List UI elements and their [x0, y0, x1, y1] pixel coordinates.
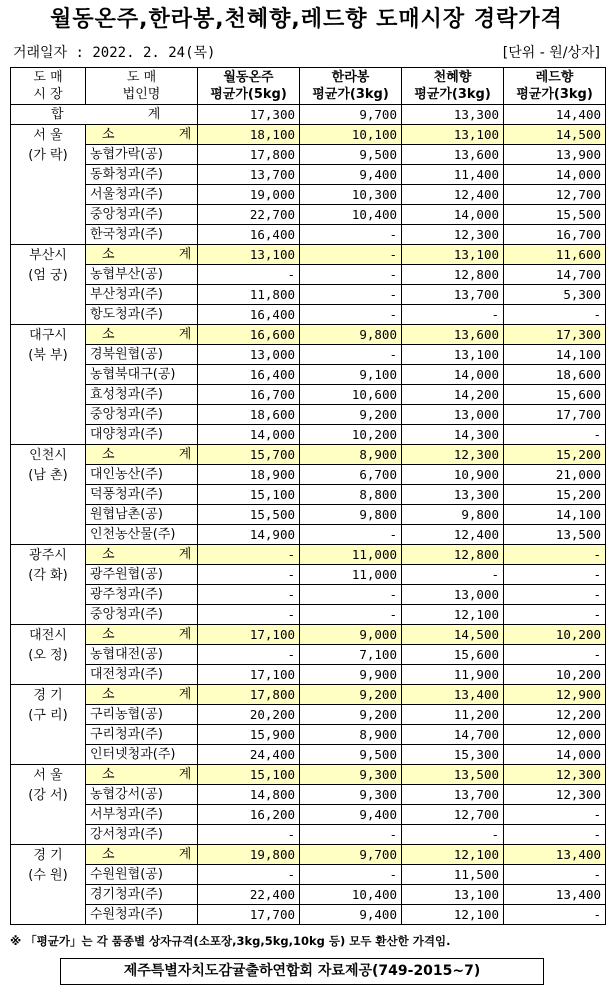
total-row: [11, 105, 606, 125]
price-cell: 12,300: [504, 785, 606, 805]
header-row: [11, 68, 606, 105]
table-row: [11, 505, 606, 525]
price-cell: 11,000: [300, 545, 402, 565]
price-cell: 14,100: [504, 345, 606, 365]
price-cell: 12,100: [402, 905, 504, 925]
price-cell: 9,800: [402, 505, 504, 525]
price-cell: 13,600: [402, 145, 504, 165]
table-row: [11, 865, 606, 885]
price-cell: 24,400: [198, 745, 300, 765]
corp-name: 농협가락(공): [86, 145, 198, 165]
price-cell: 14,800: [198, 785, 300, 805]
price-cell: 13,500: [504, 525, 606, 545]
price-cell: -: [300, 825, 402, 845]
corp-name: 대양청과(주): [86, 425, 198, 445]
price-cell: 14,200: [402, 385, 504, 405]
corp-name: 광주원협(공): [86, 565, 198, 585]
price-cell: 14,900: [198, 525, 300, 545]
price-cell: 13,900: [504, 145, 606, 165]
table-row: [11, 745, 606, 765]
market-name: 서 울 (가 락): [11, 125, 86, 245]
price-cell: 15,600: [504, 385, 606, 405]
price-cell: -: [402, 305, 504, 325]
subtotal-label: 소 계: [86, 545, 198, 565]
total-value: 17,300: [198, 105, 300, 125]
price-cell: 15,200: [504, 485, 606, 505]
price-cell: -: [300, 585, 402, 605]
price-cell: 17,800: [198, 145, 300, 165]
price-cell: 9,500: [300, 745, 402, 765]
price-cell: 13,100: [402, 345, 504, 365]
price-cell: -: [504, 905, 606, 925]
corp-name: 서울청과(주): [86, 185, 198, 205]
corp-name: 대인농산(주): [86, 465, 198, 485]
subtotal-row: [11, 325, 606, 345]
price-cell: 19,800: [198, 845, 300, 865]
price-cell: 12,800: [402, 545, 504, 565]
subtotal-label: 소 계: [86, 845, 198, 865]
market-name: 부산시 (엄 궁): [11, 245, 86, 325]
subtotal-label: 소 계: [86, 245, 198, 265]
price-cell: 18,600: [198, 405, 300, 425]
price-cell: 17,100: [198, 665, 300, 685]
trade-date: 거래일자 : 2022. 2. 24(목): [13, 45, 216, 61]
price-cell: 17,100: [198, 625, 300, 645]
total-value: 14,400: [504, 105, 606, 125]
price-cell: 9,700: [300, 845, 402, 865]
price-cell: 9,800: [300, 505, 402, 525]
subtotal-label: 소 계: [86, 445, 198, 465]
price-cell: -: [300, 345, 402, 365]
price-cell: 13,000: [402, 585, 504, 605]
price-cell: -: [402, 825, 504, 845]
price-cell: 7,100: [300, 645, 402, 665]
table-row: [11, 785, 606, 805]
price-cell: 13,100: [402, 885, 504, 905]
price-cell: 16,400: [198, 305, 300, 325]
price-cell: 17,800: [198, 685, 300, 705]
price-cell: 9,200: [300, 685, 402, 705]
table-row: [11, 405, 606, 425]
price-cell: 22,700: [198, 205, 300, 225]
price-cell: 16,200: [198, 805, 300, 825]
price-cell: 9,400: [300, 165, 402, 185]
price-cell: 11,000: [300, 565, 402, 585]
corp-name: 부산청과(주): [86, 285, 198, 305]
price-cell: 9,300: [300, 785, 402, 805]
price-cell: 14,000: [198, 425, 300, 445]
price-cell: 14,300: [402, 425, 504, 445]
corp-name: 농협대전(공): [86, 645, 198, 665]
price-cell: 18,600: [504, 365, 606, 385]
header-product: 천혜향 평균가(3kg): [402, 68, 504, 105]
table-row: [11, 825, 606, 845]
table-row: [11, 725, 606, 745]
corp-name: 중앙청과(주): [86, 605, 198, 625]
price-cell: 10,100: [300, 125, 402, 145]
price-cell: -: [300, 265, 402, 285]
header-market: 도 매 시 장: [11, 68, 86, 105]
price-cell: -: [504, 585, 606, 605]
market-name: 경 기 (수 원): [11, 845, 86, 925]
price-cell: 16,600: [198, 325, 300, 345]
price-cell: 12,800: [402, 265, 504, 285]
price-cell: 13,000: [402, 405, 504, 425]
header-product: 한라봉 평균가(3kg): [300, 68, 402, 105]
price-cell: 15,100: [198, 765, 300, 785]
price-cell: 14,000: [402, 205, 504, 225]
corp-name: 구리농협(공): [86, 705, 198, 725]
table-row: [11, 485, 606, 505]
price-cell: 12,100: [402, 845, 504, 865]
table-row: [11, 585, 606, 605]
table-row: [11, 385, 606, 405]
subtotal-label: 소 계: [86, 125, 198, 145]
table-row: [11, 365, 606, 385]
price-cell: 18,100: [198, 125, 300, 145]
table-row: [11, 805, 606, 825]
price-cell: -: [504, 305, 606, 325]
table-row: [11, 285, 606, 305]
price-cell: -: [504, 825, 606, 845]
price-cell: 12,000: [504, 725, 606, 745]
market-name: 대전시 (오 정): [11, 625, 86, 685]
price-cell: 19,000: [198, 185, 300, 205]
market-name: 대구시 (북 부): [11, 325, 86, 445]
market-name: 인천시 (남 촌): [11, 445, 86, 545]
price-cell: 10,300: [300, 185, 402, 205]
price-cell: 21,000: [504, 465, 606, 485]
price-cell: 14,100: [504, 505, 606, 525]
price-cell: 13,100: [198, 245, 300, 265]
price-cell: 14,000: [504, 165, 606, 185]
price-cell: 13,700: [198, 165, 300, 185]
price-cell: 9,400: [300, 905, 402, 925]
price-cell: 16,700: [198, 385, 300, 405]
price-cell: 14,700: [402, 725, 504, 745]
price-cell: -: [300, 305, 402, 325]
price-cell: 10,900: [402, 465, 504, 485]
table-row: [11, 605, 606, 625]
unit-label: [단위 - 원/상자]: [502, 45, 600, 61]
table-row: [11, 305, 606, 325]
price-cell: 10,200: [300, 425, 402, 445]
price-cell: 13,300: [402, 485, 504, 505]
corp-name: 중앙청과(주): [86, 405, 198, 425]
table-row: [11, 705, 606, 725]
price-cell: -: [198, 865, 300, 885]
corp-name: 원협남촌(공): [86, 505, 198, 525]
price-cell: 9,900: [300, 665, 402, 685]
price-cell: 20,200: [198, 705, 300, 725]
table-row: [11, 165, 606, 185]
subtotal-row: [11, 545, 606, 565]
price-table: [10, 67, 606, 925]
price-cell: 17,300: [504, 325, 606, 345]
market-name: 광주시 (각 화): [11, 545, 86, 625]
price-cell: -: [504, 605, 606, 625]
corp-name: 광주청과(주): [86, 585, 198, 605]
price-cell: 13,400: [402, 685, 504, 705]
price-cell: 10,200: [504, 665, 606, 685]
price-cell: 15,100: [198, 485, 300, 505]
price-cell: 13,400: [504, 885, 606, 905]
source-box: 제주특별자치도감귤출하연합회 자료제공(749-2015~7): [60, 958, 544, 985]
price-cell: -: [198, 265, 300, 285]
price-cell: 12,300: [402, 445, 504, 465]
corp-name: 구리청과(주): [86, 725, 198, 745]
table-row: [11, 525, 606, 545]
price-cell: 9,800: [300, 325, 402, 345]
price-cell: 16,400: [198, 365, 300, 385]
price-cell: 12,400: [402, 185, 504, 205]
table-row: [11, 905, 606, 925]
price-cell: 10,200: [504, 625, 606, 645]
price-cell: 9,500: [300, 145, 402, 165]
price-cell: 11,600: [504, 245, 606, 265]
price-cell: 17,700: [198, 905, 300, 925]
price-cell: 17,700: [504, 405, 606, 425]
price-cell: -: [504, 565, 606, 585]
price-cell: 8,900: [300, 445, 402, 465]
header-corp: 도 매 법인명: [86, 68, 198, 105]
header-product: 월동온주 평균가(5kg): [198, 68, 300, 105]
footnote: ※ 「평균가」는 각 품종별 상자규격(소포장,3kg,5kg,10kg 등) 모두 환산한 가격임.: [10, 934, 451, 948]
price-cell: 14,700: [504, 265, 606, 285]
market-name: 경 기 (구 리): [11, 685, 86, 765]
price-cell: 18,900: [198, 465, 300, 485]
price-cell: 9,000: [300, 625, 402, 645]
price-cell: 14,000: [504, 745, 606, 765]
price-cell: -: [504, 545, 606, 565]
price-cell: 12,300: [504, 765, 606, 785]
price-cell: -: [300, 285, 402, 305]
price-cell: -: [198, 825, 300, 845]
subtotal-row: [11, 125, 606, 145]
price-cell: 6,700: [300, 465, 402, 485]
subtotal-row: [11, 245, 606, 265]
price-cell: 13,400: [504, 845, 606, 865]
table-row: [11, 345, 606, 365]
price-cell: 12,900: [504, 685, 606, 705]
price-cell: 11,900: [402, 665, 504, 685]
total-label: 합 계: [11, 105, 198, 125]
corp-name: 농협강서(공): [86, 785, 198, 805]
corp-name: 서부청과(주): [86, 805, 198, 825]
subtotal-row: [11, 685, 606, 705]
price-cell: 15,600: [402, 645, 504, 665]
total-value: 13,300: [402, 105, 504, 125]
price-cell: 15,700: [198, 445, 300, 465]
price-cell: 8,800: [300, 485, 402, 505]
subtotal-label: 소 계: [86, 685, 198, 705]
corp-name: 중앙청과(주): [86, 205, 198, 225]
corp-name: 농협부산(공): [86, 265, 198, 285]
price-cell: -: [198, 545, 300, 565]
price-cell: 12,300: [402, 225, 504, 245]
header-product: 레드향 평균가(3kg): [504, 68, 606, 105]
price-cell: 10,600: [300, 385, 402, 405]
corp-name: 대전청과(주): [86, 665, 198, 685]
price-cell: 5,300: [504, 285, 606, 305]
price-cell: 15,500: [198, 505, 300, 525]
price-cell: 8,900: [300, 725, 402, 745]
price-cell: -: [198, 645, 300, 665]
subtotal-label: 소 계: [86, 625, 198, 645]
price-cell: -: [198, 605, 300, 625]
price-cell: 9,400: [300, 805, 402, 825]
table-row: [11, 225, 606, 245]
corp-name: 동화청과(주): [86, 165, 198, 185]
table-row: [11, 205, 606, 225]
subtotal-row: [11, 845, 606, 865]
price-cell: -: [504, 805, 606, 825]
corp-name: 인터넷청과(주): [86, 745, 198, 765]
table-row: [11, 185, 606, 205]
total-value: 9,700: [300, 105, 402, 125]
price-cell: 22,400: [198, 885, 300, 905]
corp-name: 덕풍청과(주): [86, 485, 198, 505]
price-cell: 12,700: [504, 185, 606, 205]
price-cell: 16,400: [198, 225, 300, 245]
table-row: [11, 565, 606, 585]
corp-name: 농협북대구(공): [86, 365, 198, 385]
table-row: [11, 665, 606, 685]
table-row: [11, 425, 606, 445]
price-cell: 11,500: [402, 865, 504, 885]
price-cell: -: [300, 245, 402, 265]
price-cell: 12,100: [402, 605, 504, 625]
price-cell: 10,400: [300, 885, 402, 905]
price-cell: 9,300: [300, 765, 402, 785]
corp-name: 항도청과(주): [86, 305, 198, 325]
table-row: [11, 465, 606, 485]
price-cell: -: [198, 565, 300, 585]
price-cell: 15,900: [198, 725, 300, 745]
price-cell: 13,700: [402, 785, 504, 805]
price-cell: 14,500: [402, 625, 504, 645]
subtotal-label: 소 계: [86, 325, 198, 345]
price-cell: 11,200: [402, 705, 504, 725]
price-cell: 12,700: [402, 805, 504, 825]
price-cell: 10,400: [300, 205, 402, 225]
price-cell: -: [300, 525, 402, 545]
corp-name: 수원청과(주): [86, 905, 198, 925]
price-cell: 15,300: [402, 745, 504, 765]
subtotal-row: [11, 765, 606, 785]
price-cell: 9,100: [300, 365, 402, 385]
price-cell: 13,100: [402, 125, 504, 145]
price-cell: 13,100: [402, 245, 504, 265]
table-row: [11, 645, 606, 665]
price-cell: -: [504, 645, 606, 665]
price-cell: 14,000: [402, 365, 504, 385]
corp-name: 경북원협(공): [86, 345, 198, 365]
price-cell: -: [504, 865, 606, 885]
subtotal-label: 소 계: [86, 765, 198, 785]
price-cell: -: [198, 585, 300, 605]
price-cell: 13,000: [198, 345, 300, 365]
price-cell: -: [402, 565, 504, 585]
page-title: 월동온주,한라봉,천혜향,레드향 도매시장 경락가격: [50, 7, 563, 32]
price-cell: 11,800: [198, 285, 300, 305]
price-cell: 11,400: [402, 165, 504, 185]
subtotal-row: [11, 445, 606, 465]
corp-name: 효성청과(주): [86, 385, 198, 405]
corp-name: 한국청과(주): [86, 225, 198, 245]
price-cell: 13,600: [402, 325, 504, 345]
table-row: [11, 145, 606, 165]
subtotal-row: [11, 625, 606, 645]
price-cell: 12,400: [402, 525, 504, 545]
corp-name: 강서청과(주): [86, 825, 198, 845]
price-cell: 15,500: [504, 205, 606, 225]
price-cell: -: [300, 605, 402, 625]
price-cell: 9,200: [300, 405, 402, 425]
price-cell: -: [504, 425, 606, 445]
corp-name: 수원원협(공): [86, 865, 198, 885]
table-row: [11, 885, 606, 905]
price-cell: -: [300, 865, 402, 885]
price-cell: -: [300, 225, 402, 245]
price-cell: 13,700: [402, 285, 504, 305]
corp-name: 인천농산물(주): [86, 525, 198, 545]
price-cell: 14,500: [504, 125, 606, 145]
market-name: 서 울 (강 서): [11, 765, 86, 845]
corp-name: 경기청과(주): [86, 885, 198, 905]
price-cell: 16,700: [504, 225, 606, 245]
price-cell: 13,500: [402, 765, 504, 785]
price-cell: 15,200: [504, 445, 606, 465]
price-cell: 12,200: [504, 705, 606, 725]
price-cell: 9,200: [300, 705, 402, 725]
table-row: [11, 265, 606, 285]
